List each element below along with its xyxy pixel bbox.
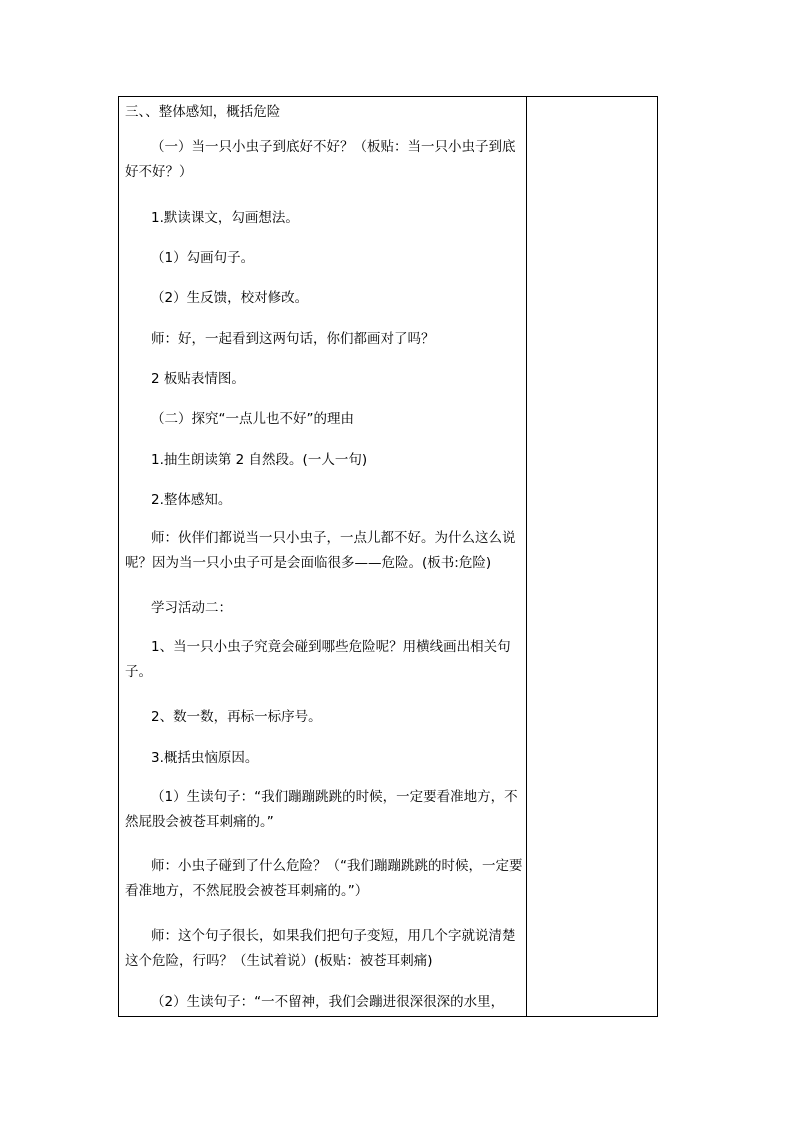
paragraph: 2 板贴表情图。	[151, 371, 245, 387]
lesson-plan-table	[118, 96, 658, 1017]
paragraph: 师：小虫子碰到了什么危险？（“我们蹦蹦跳跳的时候，一定要看准地方，不然屁股会被苍耳刺痛的。”）	[125, 858, 523, 899]
lesson-content-cell	[125, 97, 523, 1016]
paragraph: （2）生反馈，校对修改。	[151, 290, 309, 306]
paragraph: （1）生读句子：“我们蹦蹦跳跳的时候，一定要看准地方，不然屁股会被苍耳刺痛的。”	[125, 789, 518, 830]
paragraph: 师：这个句子很长，如果我们把句子变短，用几个字就说清楚这个危险，行吗？（生试着说）(板贴：被苍耳刺痛)	[125, 928, 516, 969]
paragraph: 学习活动二：	[151, 600, 232, 616]
paragraph: 1、当一只小虫子究竟会碰到哪些危险呢？用横线画出相关句子。	[125, 639, 511, 680]
paragraph: 1.默读课文，勾画想法。	[151, 210, 299, 226]
paragraph: 2、数一数，再标一标序号。	[151, 709, 322, 725]
paragraph: 1.抽生朗读第 2 自然段。(一人一句)	[151, 452, 368, 468]
section-heading: 三、、整体感知，概括危险	[125, 104, 281, 120]
paragraph: 师：伙伴们都说当一只小虫子，一点儿都不好。为什么这么说呢？因为当一只小虫子可是会面临很多——危险。(板书:危险)	[125, 530, 516, 571]
paragraph: （一）当一只小虫子到底好不好？（板贴：当一只小虫子到底好不好？）	[125, 139, 516, 180]
paragraph: 2.整体感知。	[151, 492, 232, 508]
paragraph: （1）勾画句子。	[151, 250, 255, 266]
paragraph: （二）探究“一点儿也不好”的理由	[151, 411, 354, 427]
paragraph: 3.概括虫恼原因。	[151, 750, 259, 766]
paragraph: 师：好，一起看到这两句话，你们都画对了吗？	[151, 331, 435, 347]
paragraph: （2）生读句子：“一不留神，我们会蹦进很深很深的水里，	[151, 994, 505, 1010]
notes-cell	[527, 97, 657, 1016]
